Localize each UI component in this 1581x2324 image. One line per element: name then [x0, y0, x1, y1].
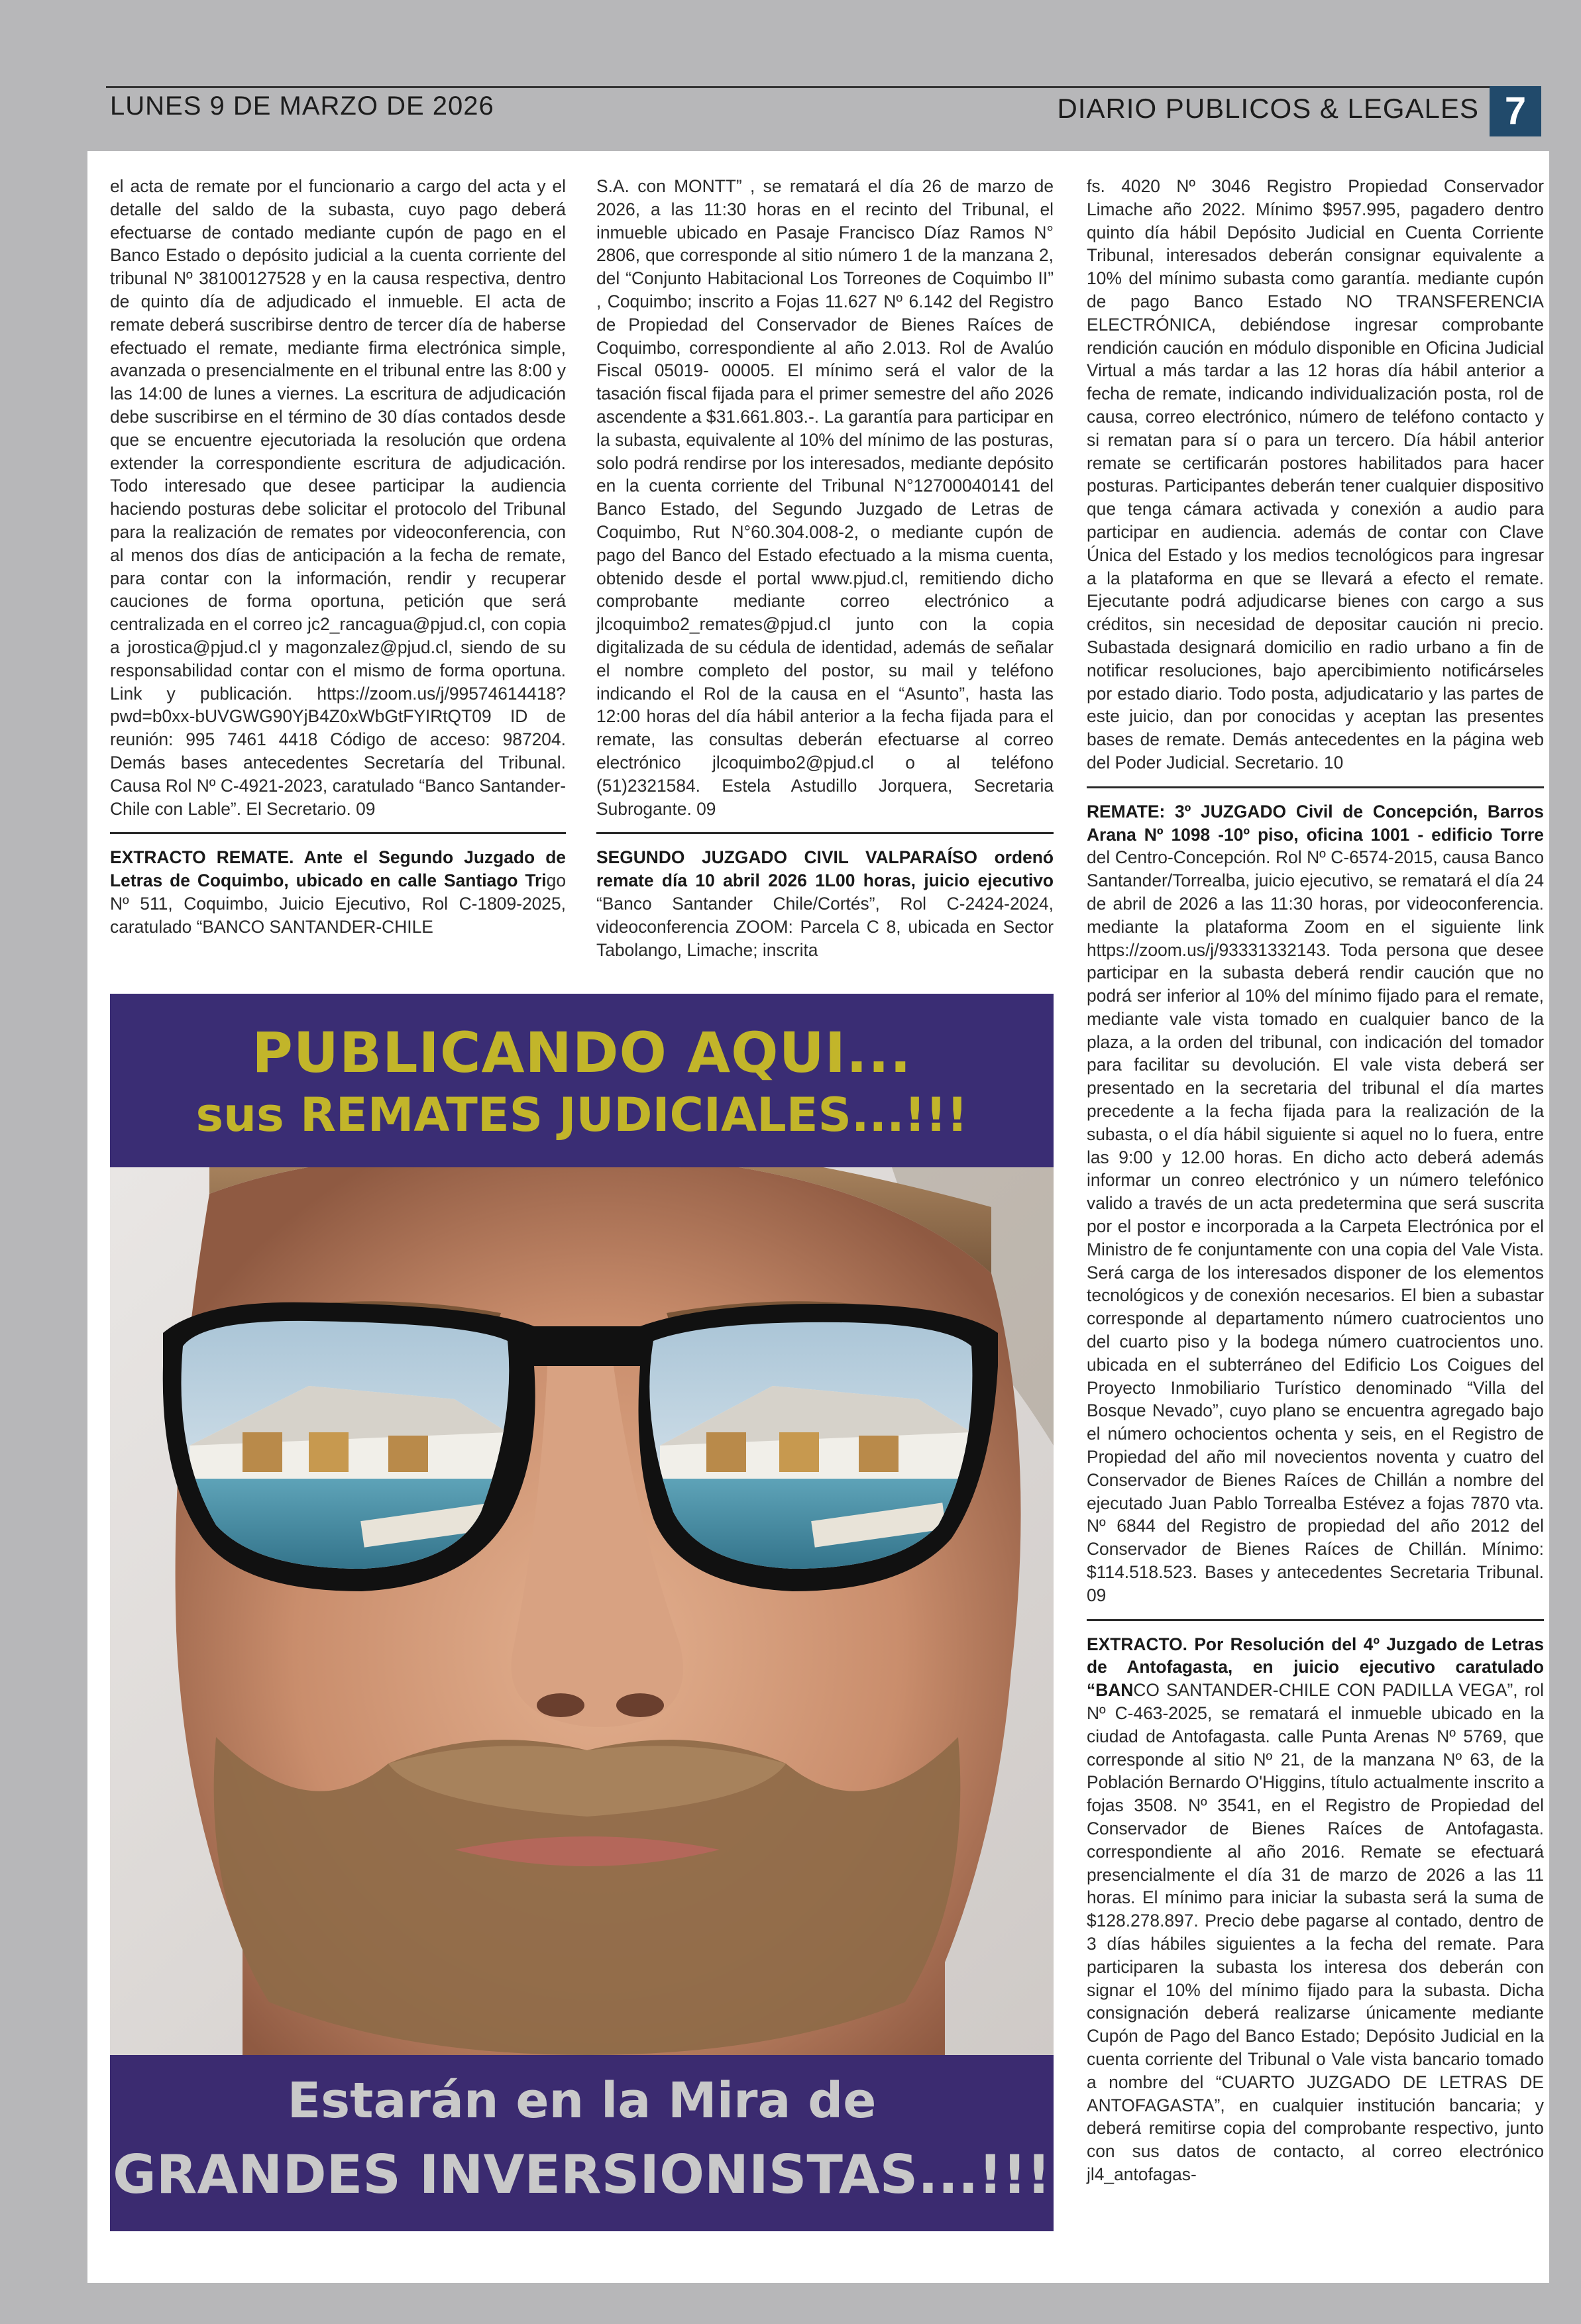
- notice-heading: EXTRACTO REMATE. Ante el Segundo Juzgado de Letras de Coquimbo, ubicado en calle Santiago Tri: [110, 847, 566, 891]
- newspaper-name: DIARIO PUBLICOS & LEGALES: [1057, 93, 1479, 124]
- notice-text: CO SANTANDER-CHILE CON PADILLA VEGA”, rol Nº C-463-2025, se rematará el inmueble ubicado en la ciudad de Antofagasta. calle Punta Arenas Nº 5769, que corresponde al sitio Nº 21, de la manzana Nº 63, de la Población Bernardo O'Higgins, título actualmente inscrito a fojas 3508. Nº 3541, en el Registro de Propiedad del Conservador de Bienes Raíces de Antofagasta. correspondiente al año 2016. Remate se efectuará presencialmente el día 31 de marzo de 2026 a las 11 horas. El mínimo para iniciar la subasta será la suma de $128.278.897. Precio debe pagarse al contado, dentro de 3 días hábiles siguientes a la fecha del remate. Para participaren la subasta los interesa dos deberán con signar el 10% del mínimo fijado para la subasta. Dicha consignación deberá realizarse únicamente mediante Cupón de Pago del Banco Estado; Depósito Judicial en la cuenta corriente del Tribunal o Vale vista bancario tomado a nombre del “CUARTO JUZGADO DE LETRAS DE ANTOFAGASTA”, en cualquier institución bancaria; y deberá remitirse copia del comprobante respectivo, junto con sus datos de contacto, al correo electrónico jl4_antofagas-: [1087, 1680, 1544, 2184]
- notice-paragraph: el acta de remate por el funcionario a cargo del acta y el detalle del saldo de la subasta, cuyo pago deberá efectuarse de contado mediante cupón de pago en el Banco Estado o depósito judicial a la cuenta corriente del tribunal Nº 38100127528 y en la causa respectiva, dentro de quinto día de adjudicado el inmueble. El acta de remate deberá suscribirse dentro de tercer día de haberse efectuado el remate, mediante firma electrónica simple, avanzada o presencialmente en el tribunal entre las 8:00 y las 14:00 de lunes a viernes. La escritura de adjudicación debe suscribirse en el término de 30 días contados desde que se encuentre ejecutoriada la resolución que ordena extender la correspondiente escritura de adjudicación. Todo interesado que desee participar la audiencia haciendo posturas debe solicitar el protocolo del Tribunal para la realización de remates por videoconferencia, con al menos dos días de anticipación a la fecha de remate, para contar con la información, rendir y recuperar cauciones de forma oportuna, petición que será centralizada en el correo jc2_rancagua@pjud.cl, con copia a jorostica@pjud.cl y magonzalez@pjud.cl, siendo de su responsabilidad contar con el mismo de forma oportuna. Link y publicación. https://zoom.us/j/99574614418?pwd=b0xx-bUVGWG90YjB4Z0xWbGtFYIRtQT09 ID de reunión: 995 7461 4418 Código de acceso: 987204. Demás bases antecedentes Secretaría del Tribunal. Causa Rol Nº C-4921-2023, caratulado “Banco Santander-Chile con Lable”. El Secretario. 09: [110, 176, 566, 819]
- notice-paragraph: [1087, 1633, 1544, 2186]
- ad-photo-man-sunglasses: [110, 1167, 1054, 2055]
- notice-paragraph: [110, 846, 566, 938]
- notice-heading: EXTRACTO. Por Resolución del 4º Juzgado de Letras de Antofagasta, en juicio ejecutivo caratulado “BAN: [1087, 1634, 1544, 1701]
- notice-divider: [596, 832, 1054, 834]
- notice-paragraph: S.A. con MONTT” , se rematará el día 26 de marzo de 2026, a las 11:30 horas en el recinto del Tribunal, el inmueble ubicado en Pasaje Francisco Díaz Ramos N° 2806, que corresponde al sitio número 1 de la manzana 2, del “Conjunto Habitacional Los Torreones de Coquimbo II” , Coquimbo; inscrito a Fojas 11.627 Nº 6.142 del Registro de Propiedad del Conservador de Bienes Raíces de Coquimbo, correspondiente al año 2.013. Rol de Avalúo Fiscal 05019- 00005. El mínimo será el valor de la tasación fiscal fijada para el primer semestre del año 2026 ascendente a $31.661.803.-. La garantía para participar en la subasta, equivalente al 10% del mínimo de las posturas, solo podrá rendirse por los interesados, mediante depósito en la cuenta corriente del Tribunal N°12700040141 del Banco Estado, del Segundo Juzgado de Letras de Coquimbo, Rut N°60.304.008-2, o mediante cupón de pago del Banco del Estado efectuado a la misma cuenta, obtenido desde el portal www.pjud.cl, remitiendo dicho comprobante mediante correo electrónico a jlcoquimbo2_remates@pjud.cl junto con la copia digitalizada de su cédula de identidad, además de señalar el nombre completo del postor, su mail y teléfono indicando el Rol de la causa en el “Asunto”, hasta las 12:00 horas del día hábil anterior a la fecha fijada para el remate, las consultas deberán efectuarse al correo electrónico jlcoquimbo2@pjud.cl o al teléfono (51)2321584. Estela Astudillo Jorquera, Secretaria Subrogante. 09: [596, 176, 1054, 819]
- issue-date: LUNES 9 DE MARZO DE 2026: [110, 91, 494, 121]
- column-1: [110, 175, 566, 939]
- page-number: 7: [1490, 86, 1541, 136]
- ad-headline: PUBLICANDO AQUI...: [252, 1020, 912, 1085]
- header-rule: [106, 86, 1541, 88]
- notice-heading: REMATE: 3º JUZGADO Civil de Concepción, Barros Arana Nº 1098 -10º piso, oficina 1001 - edificio Torre: [1087, 801, 1544, 845]
- page-header: [106, 79, 1541, 138]
- notice-heading: SEGUNDO JUZGADO CIVIL VALPARAÍSO ordenó remate día 10 abril 2026 1L00 horas, juicio ejecutivo: [596, 847, 1054, 891]
- advertisement: [110, 994, 1054, 2231]
- ad-tagline: Estarán en la Mira de: [287, 2072, 877, 2129]
- ad-tagline-emphasis: GRANDES INVERSIONISTAS...!!!: [113, 2144, 1051, 2205]
- notice-divider: [110, 832, 566, 834]
- notice-paragraph: fs. 4020 Nº 3046 Registro Propiedad Conservador Limache año 2022. Mínimo $957.995, pagadero dentro quinto día hábil Depósito Judicial en Cuenta Corriente Tribunal, interesados deberán consignar equivalente a 10% del mínimo subasta como garantía. mediante cupón de pago Banco Estado NO TRANSFERENCIA ELECTRÓNICA, debiéndose ingresar comprobante rendición caución en módulo disponible en Oficina Judicial Virtual a más tardar a las 12 horas día hábil anterior a fecha de remate, indicando individualización posta, rol de causa, correo electrónico, número de teléfono contacto y si rematan para sí o para un tercero. Día hábil anterior remate se certificarán postores habilitados para hacer posturas. Participantes deberán tener cualquier dispositivo que tenga cámara activada y conexión a audio para participar en audiencia. además de contar con Clave Única del Estado y los medios tecnológicos para ingresar a la plataforma en que se llevará a efecto el remate. Ejecutante podrá adjudicarse bienes con cargo a sus créditos, sin necesidad de depositar caución ni precio. Subastada designará domicilio en radio urbano a fin de notificar resoluciones, bajo apercibimiento notificárseles por estado diario. Todo posta, adjudicatario y las partes de este juicio, dan por conocidas y aceptan las presentes bases de remate. Demás antecedentes en la página web del Poder Judicial. Secretario. 10: [1087, 176, 1544, 772]
- column-2: [596, 175, 1054, 961]
- notice-text: go Nº 511, Coquimbo, Juicio Ejecutivo, Rol C-1809-2025, caratulado “BANCO SANTANDER-CHILE: [110, 871, 566, 937]
- ad-subheadline: sus REMATES JUDICIALES...!!!: [195, 1088, 968, 1142]
- notice-paragraph: [596, 846, 1054, 961]
- notice-text: del Centro-Concepción. Rol Nº C-6574-2015, causa Banco Santander/Torrealba, juicio ejecutivo, se rematará el día 24 de abril de 2026 a las 11:30 horas, por videoconferencia. mediante la plataforma Zoom en el siguiente link https://zoom.us/j/93331332143. Toda persona que desee participar en la subasta deberá rendir caución que no podrá ser inferior al 10% del mínimo fijado para el remate, mediante vale vista tomado en cualquier banco de la plaza, a la orden del tribunal, con indicación del tomador para facilitar su devolución. El vale vista deberá ser presentado en la secretaria del tribunal el día martes precedente a la fecha fijada para la realización de la subasta, o el día hábil siguiente si aquel no lo fuera, entre las 9:00 y 12.00 horas. En dicho acto deberá además informar un conreo electrónico y un número telefónico valido a través de un acta predetermina que será suscrita por el postor e incorporada a la Carpeta Electrónica por el Ministro de fe conjuntamente con una copia del Vale Vista. Será carga de los interesados disponer de los elementos tecnológicos y de conexión necesarios. El bien a subastar corresponde al departamento número cuatrocientos uno del cuarto piso y la bodega número cuatrocientos uno. ubicada en el subterráneo del Edificio Los Coigues del Proyecto Inmobiliario Turístico denominado “Villa del Bosque Nevado”, cuyo plano se encuentra agregado bajo el número ochocientos ochenta y seis, en el Registro de Propiedad del año mil novecientos noventa y cuatro del Conservador de Bienes Raíces de Chillán a nombre del ejecutado Juan Pablo Torrealba Estévez a fojas 7870 vta. Nº 6844 del Registro de propiedad del año 2012 del Conservador de Bienes Raíces de Chillán. Mínimo: $114.518.523. Bases y antecedentes Secretaria Tribunal. 09: [1087, 847, 1544, 1605]
- notice-divider: [1087, 1619, 1544, 1621]
- column-3: [1087, 175, 1544, 2186]
- notice-text: “Banco Santander Chile/Cortés”, Rol C-2424-2024, videoconferencia ZOOM: Parcela C 8, ubicada en Sector Tabolango, Limache; inscrita: [596, 893, 1054, 960]
- notice-paragraph: [1087, 800, 1544, 1607]
- notice-divider: [1087, 786, 1544, 788]
